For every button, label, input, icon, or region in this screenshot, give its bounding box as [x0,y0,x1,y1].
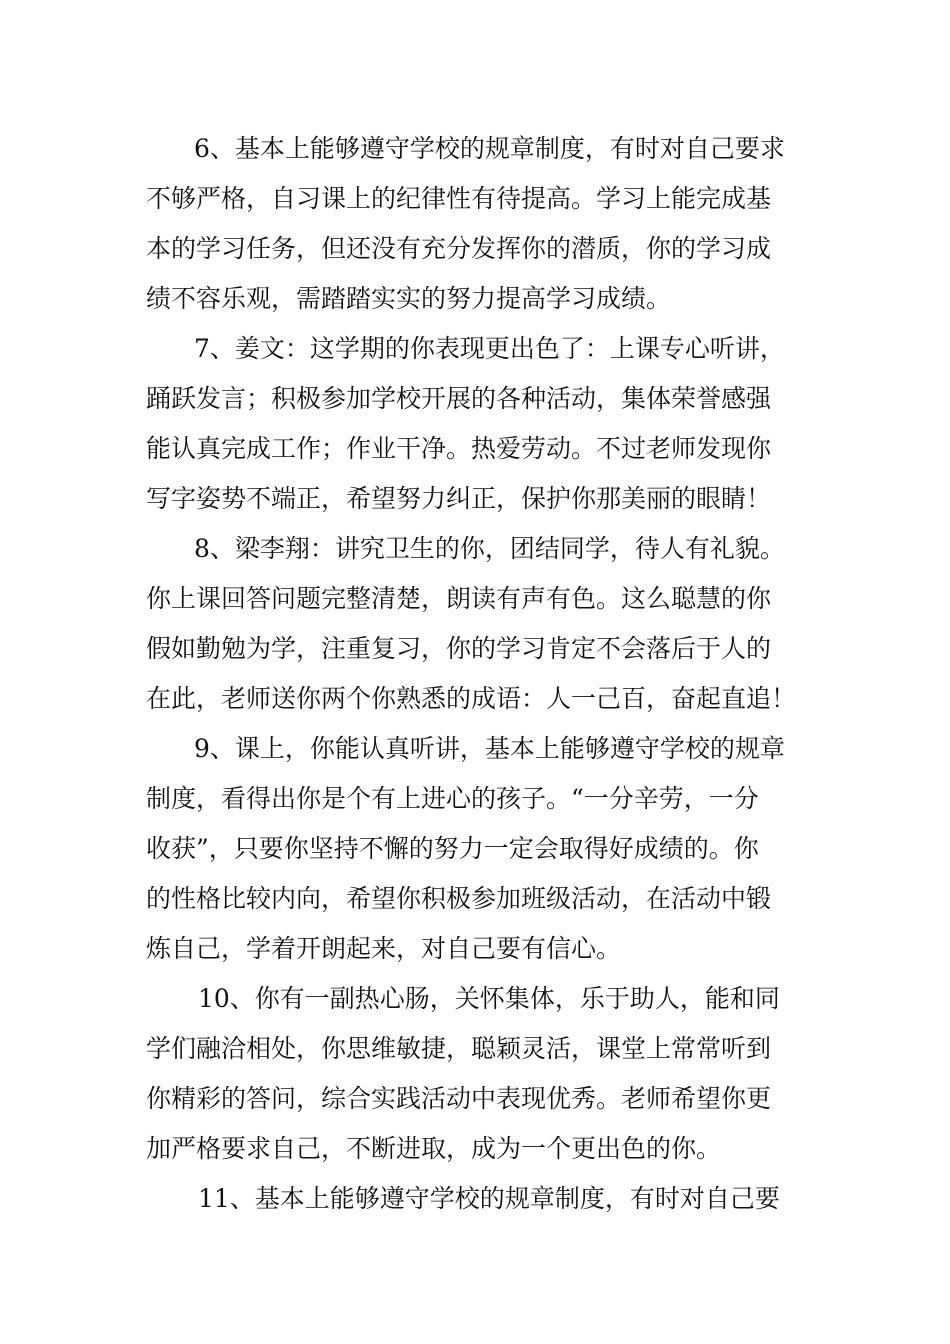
text-line: 9、课上，你能认真听讲，基本上能够遵守学校的规章 [194,734,785,763]
text-line: 加严格要求自己，不断进取，成为一个更出色的你。 [146,1134,722,1163]
text-line: 在此，老师送你两个你熟悉的成语：人一己百，奋起直追！ [146,684,797,713]
text-line: 假如勤勉为学，注重复习，你的学习肯定不会落后于人的 [146,634,772,663]
text-line: 绩不容乐观，需踏踏实实的努力提高学习成绩。 [146,284,672,313]
text-line: 11、基本上能够遵守学校的规章制度，有时对自己要 [198,1184,780,1213]
text-line: 你精彩的答问，综合实践活动中表现优秀。老师希望你更 [146,1084,772,1113]
text-line: 的性格比较内向，希望你积极参加班级活动，在活动中锻 [146,884,772,913]
text-line: 制度，看得出你是个有上进心的孩子。“一分辛劳，一分 [146,784,759,813]
text-line: 8、梁李翔：讲究卫生的你，团结同学，待人有礼貌。 [194,534,785,563]
text-line: 本的学习任务，但还没有充分发挥你的潜质，你的学习成 [146,234,772,263]
text-line: 炼自己，学着开朗起来，对自己要有信心。 [146,934,622,963]
text-line: 7、姜文：这学期的你表现更出色了：上课专心听讲， [194,334,785,363]
text-line: 学们融洽相处，你思维敏捷，聪颖灵活，课堂上常常听到 [146,1034,772,1063]
text-line: 不够严格，自习课上的纪律性有待提高。学习上能完成基 [146,184,772,213]
text-line: 踊跃发言；积极参加学校开展的各种活动，集体荣誉感强 [146,384,772,413]
text-line: 收获”，只要你坚持不懈的努力一定会取得好成绩的。你 [146,834,759,863]
text-line: 能认真完成工作；作业干净。热爱劳动。不过老师发现你 [146,434,772,463]
text-line: 6、基本上能够遵守学校的规章制度，有时对自己要求 [194,134,785,163]
text-line: 10、你有一副热心肠，关怀集体，乐于助人，能和同 [198,984,780,1013]
text-line: 写字姿势不端正，希望努力纠正，保护你那美丽的眼睛！ [146,484,772,513]
text-line: 你上课回答问题完整清楚，朗读有声有色。这么聪慧的你 [146,584,772,613]
